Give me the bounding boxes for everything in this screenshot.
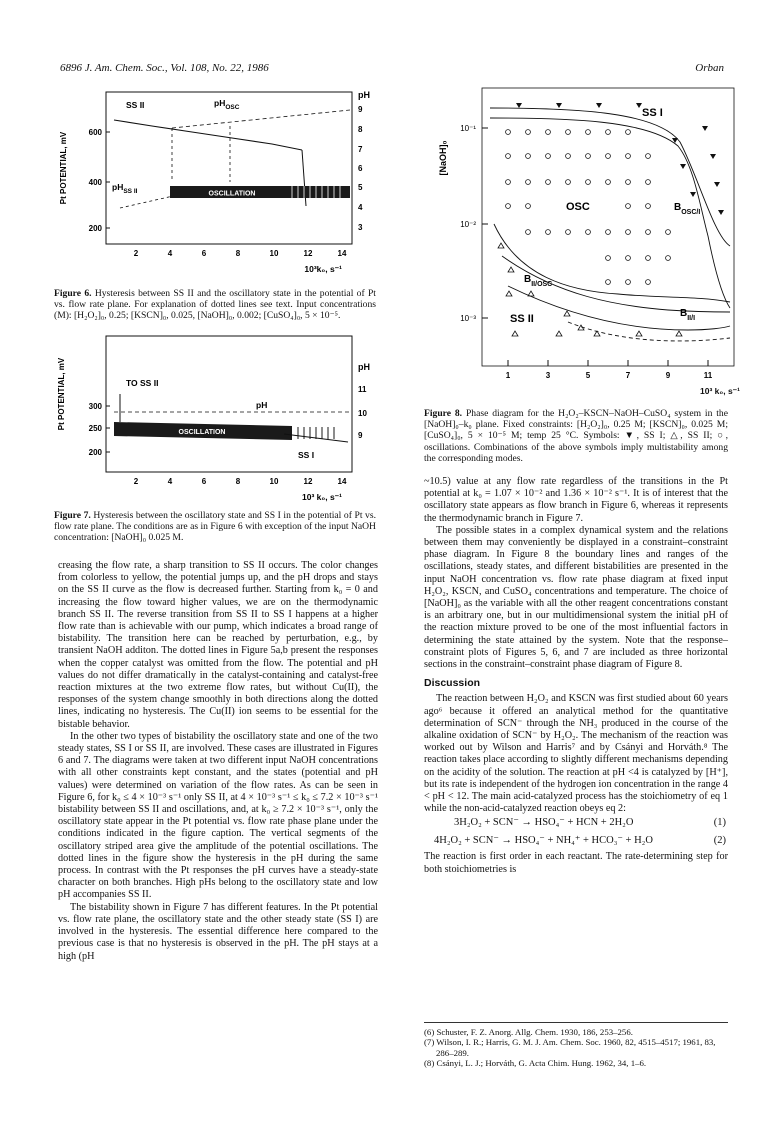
band-label: OSCILLATION <box>178 429 226 436</box>
y-ticks <box>460 124 488 323</box>
equation-2: 4H₂O₂ + SCN⁻ → HSO₄⁻ + NH₄⁺ + HCO₃⁻ + H₂O (2) <box>434 835 726 847</box>
paragraph: In the other two types of bistability the oscillatory state and one of the two steady states, SS I or SS II, are involved. These cases are illustrated in Figures 6 and 7. The diagrams were taken at two different input NaOH concentrations with all other constraints kept constant, and the states (potential and pH values) were determined on variation of the flow rates. As can be seen in Figure 6, for k₀ ≤ 4 × 10⁻³ s⁻¹ only SS II, at 4 × 10⁻³ s⁻¹ ≤ k₀ ≤ 7.2 × 10⁻³ s⁻¹ bistability between SS II and oscillations, and, at k₀ ≥ 7.2 × 10⁻³ s⁻¹, only the oscillatory state appear in the Pt potential vs. flow rate phase plane under the conditions indicated in the figure caption. The vertical segments of the oscillatory striped area give the amplitude of the potential oscillations. The dotted lines in the figure show the hysteresis in the pH during the same process. In contrast with the Pt responses the pH curves have a steady-state character on both branches. High pHs belong to the oscillatory state and low pH accompanies SS II. <box>58 730 378 901</box>
paragraph: The bistability shown in Figure 7 has different features. In the Pt potential vs. flow rate plane, the oscillatory state and the other steady state (SS I) are involved in the hysteresis. The essential difference here compared to the previous case is that no hysteresis is observed in the pH. The pH stays at a high (pH <box>58 901 378 962</box>
tick-label: 2 <box>133 249 139 258</box>
label-to-ss2: TO SS II <box>126 378 159 388</box>
label-ss1: SS I <box>642 107 663 119</box>
figure-8 <box>418 86 738 386</box>
tick-label: 11 <box>703 371 713 380</box>
label-ss2: SS II <box>126 100 145 110</box>
plot-frame <box>106 92 352 244</box>
tick-label: 10⁻³ <box>460 314 476 323</box>
tick-label: 11 <box>358 385 367 394</box>
tick-label: 4 <box>167 249 173 258</box>
right-ticks <box>358 385 367 440</box>
tick-label: 14 <box>337 477 347 486</box>
label-b-osc-1: $B_{OSC/I}$ <box>674 202 701 216</box>
tick-label: 200 <box>88 224 102 233</box>
tick-label: 9 <box>358 105 363 114</box>
figure-8-xlabel: 10³ k₀, s⁻¹ <box>700 386 740 396</box>
tick-label: 8 <box>358 125 363 134</box>
tick-label: 1 <box>505 371 511 380</box>
tick-label: 6 <box>201 477 207 486</box>
right-ticks <box>358 105 363 232</box>
boundary-curve-dashed <box>568 322 730 341</box>
y-axis-label: [NaOH]₀ <box>438 140 448 176</box>
figure-8-caption: Figure 8. Phase diagram for the H₂O₂–KSCN–NaOH–CuSO₄ system in the [NaOH]₀–k₀ plane. Fixed constraints: [H₂O₂]₀, 0.25 M; [KSCN]₀, 0.025 M; [CuSO₄]₀, 5 × 10⁻⁵ M; temp 25 °C. Symbols: ▼, SS I; △, SS II; ○, oscillations. Combinations of the above symbols imply multistability among the corresponding modes. <box>424 408 728 464</box>
references <box>424 1022 728 1069</box>
equation-1: 3H₂O₂ + SCN⁻ → HSO₄⁻ + HCN + 2H₂O (1) <box>454 817 726 829</box>
x-ticks <box>134 477 347 502</box>
tick-label: 14 <box>337 249 347 258</box>
tick-label: 12 <box>303 249 313 258</box>
tick-label: 7 <box>358 145 363 154</box>
reference-item: (6) Schuster, F. Z. Anorg. Allg. Chem. 1930, 186, 253–256. <box>424 1027 633 1037</box>
paragraph: The reaction is first order in each reactant. The rate-determining step for both stoichiometries is <box>424 851 728 875</box>
left-column-text <box>58 560 378 963</box>
reference-item: (7) Wilson, I. R.; Harris, G. M. J. Am. Chem. Soc. 1960, 82, 4515–4517; 1961, 83, 286–289. <box>424 1037 716 1058</box>
x-ticks <box>134 249 347 274</box>
figure-7 <box>52 330 378 544</box>
label-phosc: $pH_{OSC}$ <box>214 98 240 111</box>
figure-6 <box>52 86 378 322</box>
phosc-dashed-line <box>172 110 350 128</box>
boundary-curve <box>508 286 730 330</box>
tick-label: 9 <box>665 371 671 380</box>
label-ss1: SS I <box>298 450 315 460</box>
boundary-curve <box>494 224 730 302</box>
oscillation-band <box>170 186 350 198</box>
tick-label: 10 <box>269 477 279 486</box>
paragraph: The reaction between H₂O₂ and KSCN was first studied about 60 years ago⁶ because it offered an analytical method for the quantitative determination of SCN⁻ through the NH₃ produced in the course of the alkaline oxidation of SCN⁻ by H₂O₂. The mechanism of the reaction was worked out by Wilson and Harris⁷ and by Csányi and Horváth.⁸ The reaction takes place according to slightly different mechanisms depending on the acidity of the solution. The reaction at pH <4 is catalyzed by [H⁺], but its rate is independent of the hydrogen ion concentration in the range 4 < pH < 12. The main acid-catalyzed process has the stoichiometry of eq 1 while the non-acid-catalyzed reaction obeys eq 2: <box>424 693 728 815</box>
oscillation-stripes <box>298 427 334 439</box>
figure-8-plot <box>418 86 738 386</box>
tick-label: 9 <box>358 431 363 440</box>
tick-label: 5 <box>358 183 363 192</box>
tick-label: 10⁻¹ <box>460 124 476 133</box>
paragraph: creasing the flow rate, a sharp transition to SS II occurs. The color changes from colorless to yellow, the potential jumps up, and the pH drops and stays on the SS II curve as the flow is decreased further. Starting from k₀ = 0 and increasing the flow toward higher values, we are on the thermodynamic branch SS II. The reverse transition from SS II to SS I happens at a higher flow rate than is achievable with our pump, which indicates a broad range of bistability. The transition here can be reached by perturbation, e.g., by transient NaOH additon. The dotted lines in Figure 5a,b present the responses when the copper catalyst was omitted from the flow. The potential and pH values do not differ dramatically in the catalyst-containing and catalyst-free reaction mixtures at the two extreme flow rates, but without Cu(II), the responses of the system change smoothly in both directions along the dotted lines, indicating no hysteresis. The Cu(II) ion seems to be essential for the bistable behavior. <box>58 560 378 730</box>
tick-label: 4 <box>358 203 363 212</box>
left-ticks <box>89 128 110 233</box>
boundary-curve <box>490 108 730 246</box>
figure-7-caption: Figure 7. Hysteresis between the oscillatory state and SS I in the potential of Pt vs. flow rate plane. The conditions are as in Figure 6 with exception of the input NaOH concentration: [NaOH]₀ 0.025 M. <box>54 510 376 544</box>
tick-label: 300 <box>88 402 102 411</box>
right-axis-label: pH <box>358 362 370 372</box>
label-phss2: $pH_{SS II}$ <box>112 182 138 195</box>
tick-label: 6 <box>358 164 363 173</box>
tick-label: 3 <box>545 371 551 380</box>
right-column-text <box>424 476 728 876</box>
tick-label: 10⁻² <box>460 220 476 229</box>
tick-label: 10 <box>269 249 279 258</box>
tick-label: 8 <box>235 249 241 258</box>
figure-6-caption: Figure 6. Hysteresis between SS II and the oscillatory state in the potential of Pt vs. flow rate plane. For explanation of dotted lines see text. Input concentrations (M): [H₂O₂]₀, 0.25; [KSCN]₀, 0.025, [NaOH]₀, 0.002; [CuSO₄]₀, 5 × 10⁻⁵. <box>54 288 376 322</box>
x-axis-label: 10³ k₀, s⁻¹ <box>302 492 342 502</box>
tick-label: 250 <box>88 424 102 433</box>
figure-7-plot <box>52 330 378 510</box>
author-name: Orban <box>695 62 724 74</box>
discussion-heading: Discussion <box>424 677 481 690</box>
tick-label: 200 <box>88 448 102 457</box>
tick-label: 12 <box>303 477 313 486</box>
tick-label: 7 <box>625 371 631 380</box>
paragraph: ~10.5) value at any flow rate regardless of the transitions in the Pt potential at k₀ = 1.07 × 10⁻² and 1.36 × 10⁻² s⁻¹. It is of interest that the oscillatory state appears as flow branch in Figure 6, whereas it represents the thermodynamic branch in Figure 7. <box>424 476 728 524</box>
tick-label: 4 <box>167 477 173 486</box>
y-axis-label: Pt POTENTIAL, mV <box>57 357 66 431</box>
tick-label: 600 <box>88 128 102 137</box>
band-label: OSCILLATION <box>208 190 256 198</box>
label-ph: pH <box>256 400 268 410</box>
left-ticks <box>89 402 110 457</box>
y-axis-label: Pt POTENTIAL, mV <box>59 131 68 205</box>
reference-item: (8) Csányi, L. J.; Horváth, G. Acta Chim. Hung. 1962, 34, 1–6. <box>424 1058 647 1069</box>
tick-label: 3 <box>358 223 363 232</box>
tick-label: 400 <box>88 178 102 187</box>
ss1-symbols <box>516 103 724 215</box>
plot-frame <box>106 336 352 472</box>
label-ss2: SS II <box>510 313 534 325</box>
x-ticks <box>506 360 713 380</box>
tick-label: 8 <box>235 477 241 486</box>
paragraph: The possible states in a complex dynamical system and the relations between them may conveniently be displayed in a constraint–constraint phase diagram. In Figure 8 the boundary lines and ranges of the oscillations, steady states, and different bistabilities are presented in the input NaOH concentration vs. flow rate phase diagram at fixed input H₂O₂, KSCN, and CuSO₄ concentrations and temperature. The choice of [NaOH]₀ as the variable with all the other reagent concentrations constant is an arbitrary one, but in our multidimensional system the initial pH of the reaction mixture proved to be one of the most influential factors in determining the state attained by the system. Note that the response–constraint plots of Figures 5, 6, and 7 are included as three horizontal sections in the constraint–constraint phase diagram of Figure 8. <box>424 524 728 671</box>
right-axis-label: pH <box>358 90 370 100</box>
journal-citation: 6896 J. Am. Chem. Soc., Vol. 108, No. 22, 1986 <box>60 62 269 74</box>
tick-label: 6 <box>201 249 207 258</box>
tick-label: 5 <box>585 371 591 380</box>
label-b-2-1: $B_{II/I}$ <box>680 308 696 322</box>
tick-label: 2 <box>133 477 139 486</box>
label-b-2-osc: $B_{II/OSC}$ <box>524 274 553 288</box>
tick-label: 10 <box>358 409 367 418</box>
running-header <box>60 62 724 78</box>
x-axis-label: 10³k₀, s⁻¹ <box>304 264 342 274</box>
label-osc: OSC <box>566 201 590 213</box>
figure-6-plot <box>52 86 378 282</box>
